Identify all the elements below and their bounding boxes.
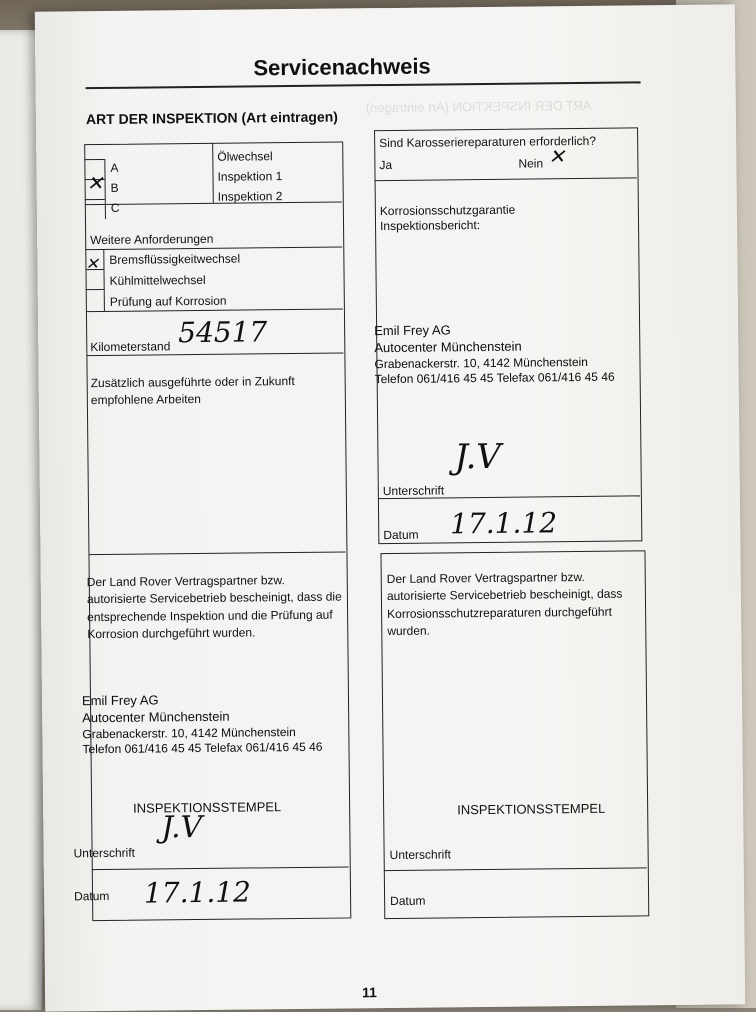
right-signature: J.V: [454, 436, 502, 478]
left-signature-label: Unterschrift: [73, 845, 136, 861]
section-heading: ART DER INSPEKTION (Art eintragen): [85, 108, 338, 128]
stamp-company: Emil Frey AG: [81, 692, 159, 709]
km-value: 54517: [177, 315, 268, 350]
warranty-label: Korrosionsschutzgarantie: [379, 202, 516, 219]
option-b-label: B: [110, 180, 119, 195]
stamp-phone: Telefon 061/416 45 45 Telefax 061/416 45 46: [82, 740, 323, 757]
service-inspection2-label: Inspektion 2: [217, 189, 283, 204]
additional-works-label: Zusätzlich ausgeführte oder in Zukunft empfohlene Arbeiten: [90, 373, 295, 408]
dealer-stamp-right: [374, 321, 615, 388]
left-date-value: 17.1.12: [143, 875, 252, 910]
right-certify-text: Der Land Rover Vertragspartner bzw. autorisierte Servicebetrieb bescheinigt, dass Korrosionsschutzreparaturen durchgeführt wurden.: [386, 569, 623, 639]
left-stamp-label: INSPEKTIONSSTEMPEL: [133, 799, 282, 816]
right-stamp-label: INSPEKTIONSSTEMPEL: [457, 800, 606, 818]
further-requirements-label: Weitere Anforderungen: [90, 231, 214, 248]
right-date-label: Datum: [383, 527, 419, 543]
left-date-label: Datum: [73, 888, 110, 904]
left-signature: J.V: [161, 809, 203, 846]
check-mark-no: ✕: [548, 144, 566, 169]
dealer-stamp-left: [82, 691, 323, 758]
title-rule: [86, 81, 641, 89]
right-lower-date-label: Datum: [390, 893, 426, 909]
stamp-center: Autocenter Münchenstein: [82, 708, 230, 726]
stamp-company: Emil Frey AG: [374, 322, 451, 339]
further-item-brake-fluid: Bremsflüssigkeitwechsel: [109, 251, 241, 267]
no-label: Nein: [518, 156, 544, 171]
right-date-value: 17.1.12: [449, 506, 558, 541]
yes-label: Ja: [379, 157, 393, 173]
stamp-center: Autocenter Münchenstein: [374, 338, 522, 356]
body-repair-question: Sind Karosseriereparaturen erforderlich?: [379, 133, 597, 151]
report-label: Inspektionsbericht:: [379, 218, 481, 234]
page-number: 11: [361, 984, 377, 1001]
abc-line: [85, 199, 105, 200]
service-inspection1-label: Inspektion 1: [217, 169, 283, 184]
abc-line: [84, 159, 104, 160]
check-mark-b: ✕: [86, 170, 104, 196]
stamp-address: Grabenackerstr. 10, 4142 Münchenstein: [374, 354, 589, 371]
option-a-label: A: [110, 160, 119, 175]
further-item-corrosion: Prüfung auf Korrosion: [109, 293, 227, 309]
bleed-through-text: ART DER INSPEKTION (Art eintragen): [365, 97, 592, 116]
page-title: Servicenachweis: [253, 53, 431, 81]
service-oil-label: Ölwechsel: [217, 149, 273, 164]
stamp-address: Grabenackerstr. 10, 4142 Münchenstein: [82, 724, 296, 742]
km-label: Kilometerstand: [90, 339, 171, 355]
further-item-coolant: Kühlmittelwechsel: [109, 272, 206, 288]
left-certify-text: Der Land Rover Vertragspartner bzw. autorisierte Servicebetrieb bescheinigt, dass die entsprechende Inspektion und die Prüfung auf Korrosion durchgeführt wurden.: [86, 573, 342, 642]
check-line: [86, 289, 104, 290]
stamp-phone: Telefon 061/416 45 45 Telefax 061/416 45 46: [374, 370, 615, 387]
booklet-page: [35, 4, 745, 1011]
check-mark-brake-fluid: ✕: [85, 254, 99, 274]
option-c-label: C: [110, 200, 120, 215]
right-lower-signature-label: Unterschrift: [389, 847, 452, 863]
right-signature-label: Unterschrift: [382, 483, 445, 499]
